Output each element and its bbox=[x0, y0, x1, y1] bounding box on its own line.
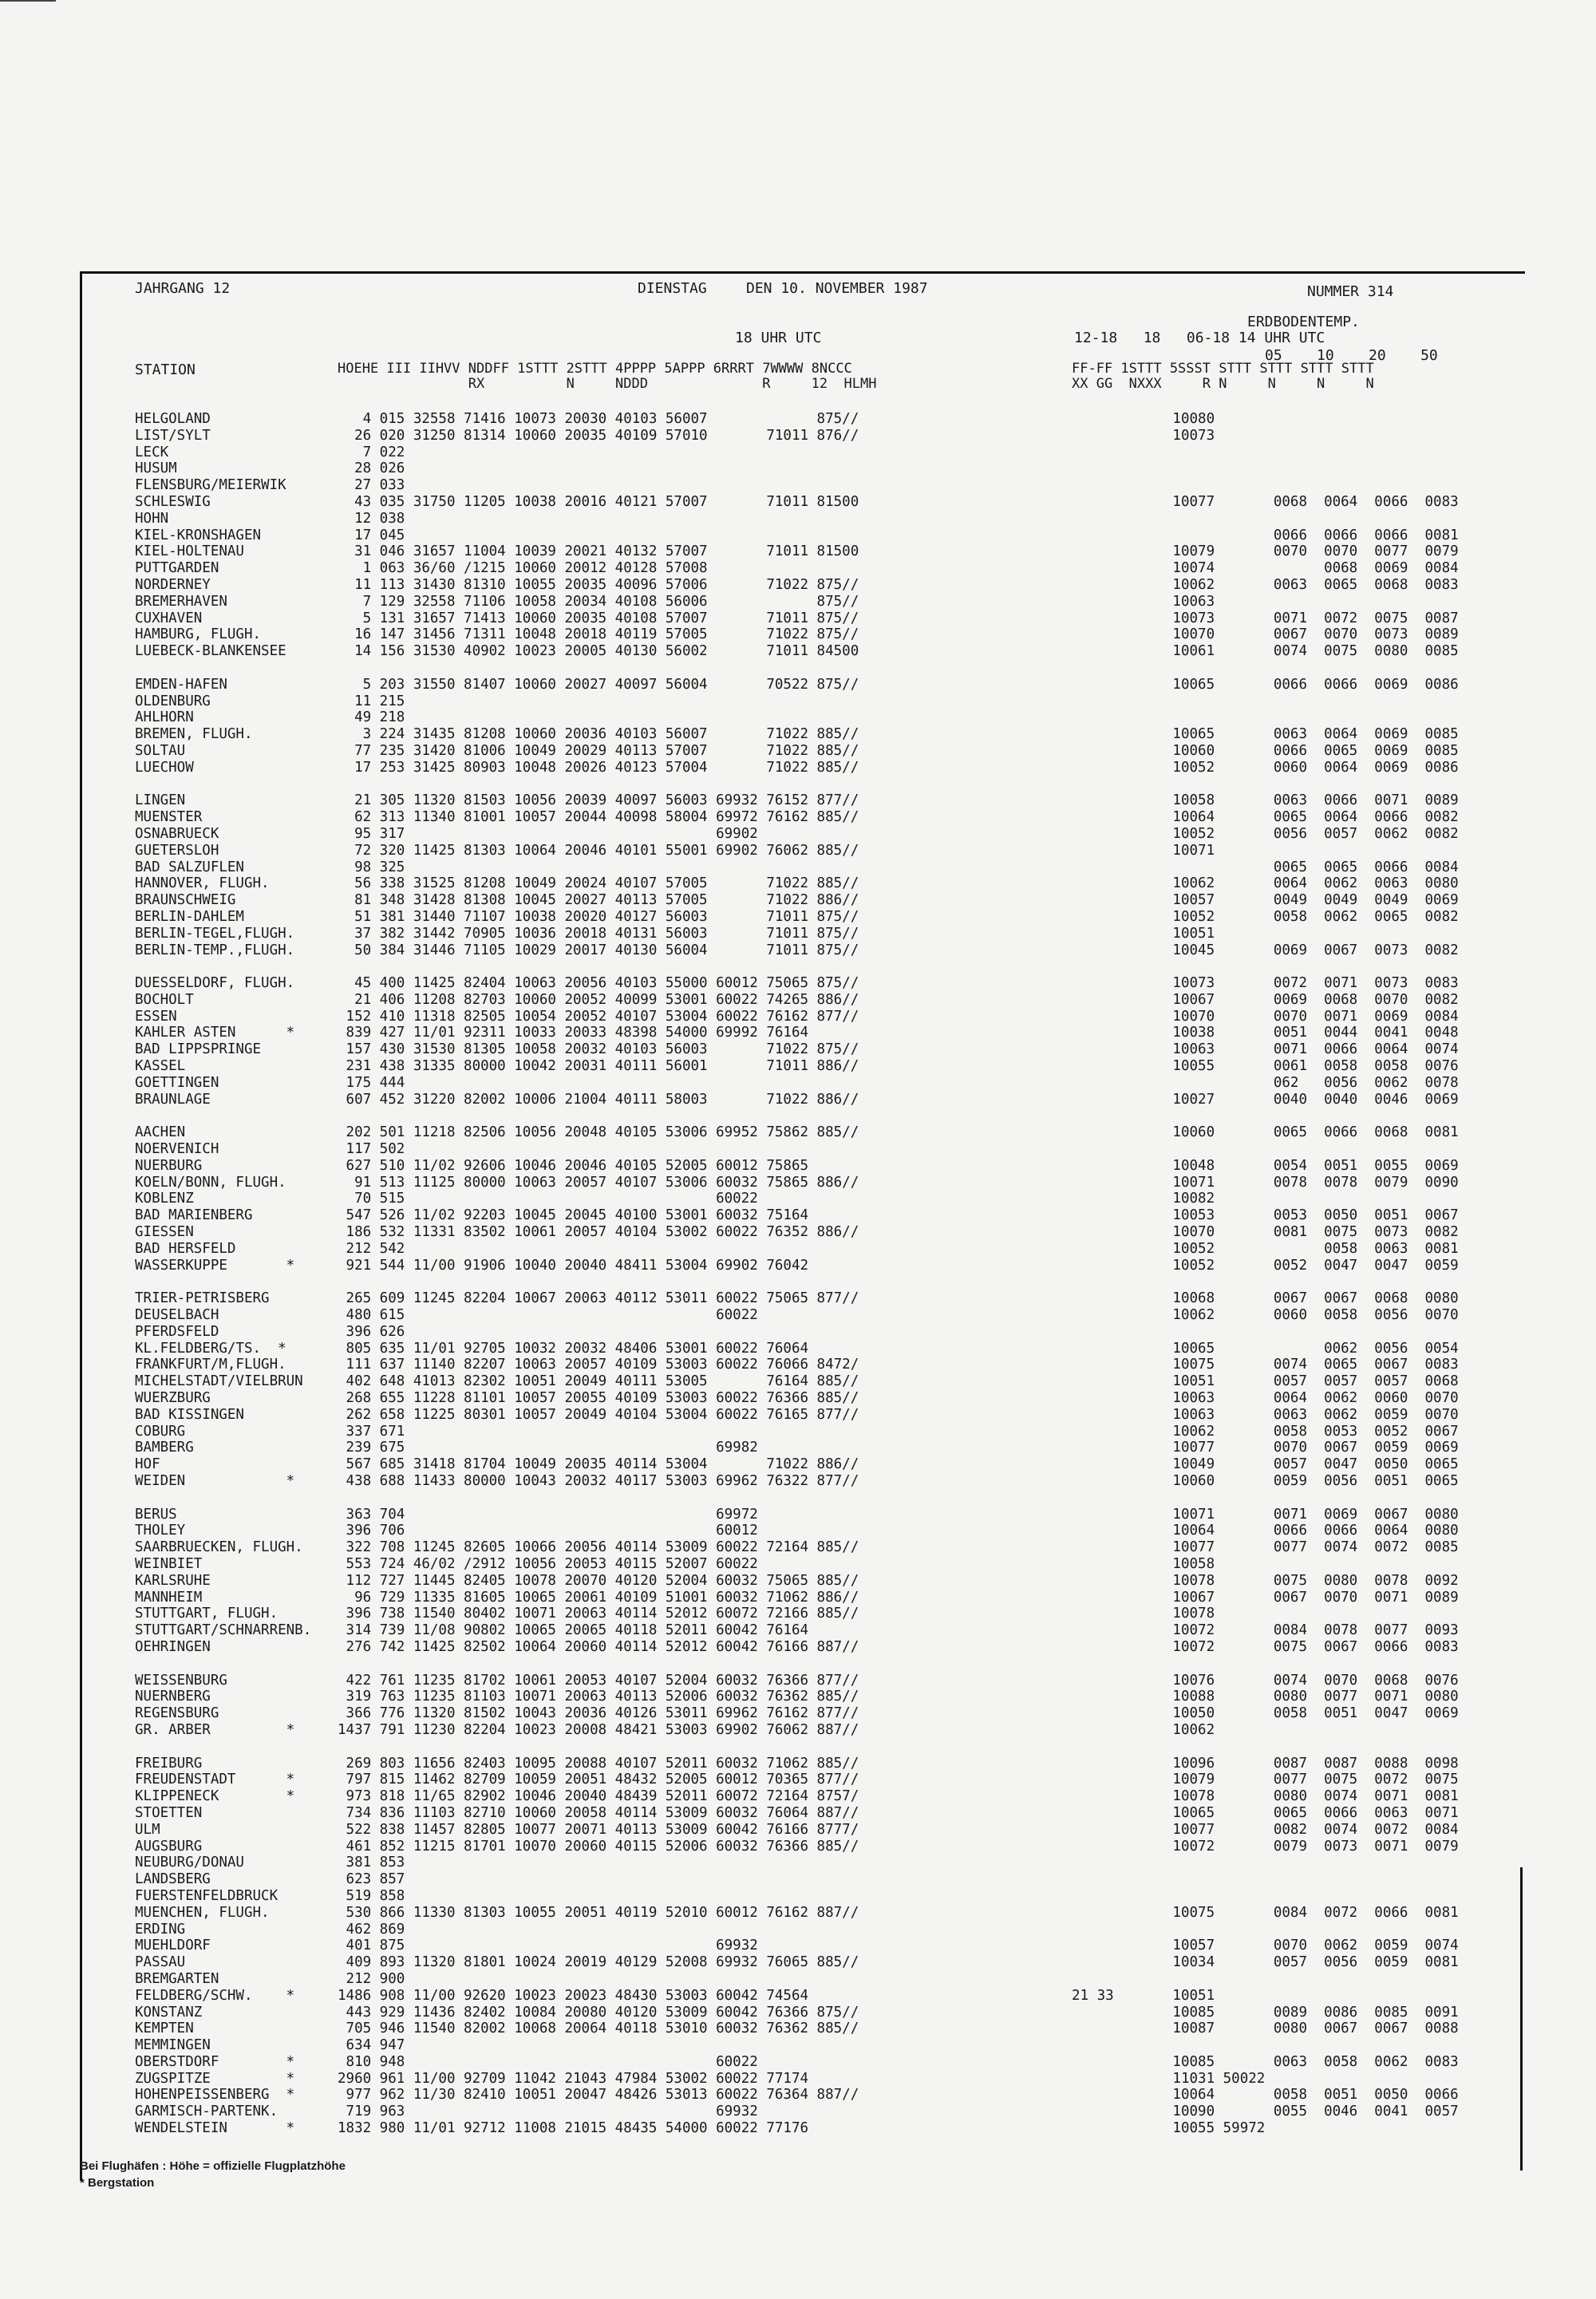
sheet-right-border bbox=[1520, 1867, 1523, 2171]
date-label: DEN 10. NOVEMBER 1987 bbox=[746, 280, 928, 297]
jahrgang-label: JAHRGANG 12 bbox=[135, 280, 231, 297]
right-column-headers: FF-FF 1STTT 5SSST STTT STTT STTT STTT bbox=[1072, 361, 1374, 377]
code-column-subheaders: RX N NDDD R 12 HLMH bbox=[338, 376, 877, 392]
utc-time-label: 18 UHR UTC bbox=[735, 330, 822, 346]
mountain-station-note: * Bergstation bbox=[80, 2176, 155, 2190]
issue-number: NUMMER 314 bbox=[1307, 283, 1394, 300]
weekday-label: DIENSTAG bbox=[638, 280, 707, 297]
station-column-header: STATION bbox=[135, 361, 196, 378]
right-column-subheaders: XX GG NXXX R N N N N bbox=[1072, 376, 1374, 392]
right-period-labels: 12-18 18 06-18 14 UHR UTC bbox=[1074, 330, 1325, 346]
soil-temp-title: ERDBODENTEMP. bbox=[1247, 314, 1360, 330]
station-names-column: HELGOLAND LIST/SYLT LECK HUSUM FLENSBURG/MEIERWIK SCHLESWIG HOHN KIEL-KRONSHAGEN KIEL-HOLTENAU PUTTGARDEN NORDERNEY BREMERHAVEN CUXHAVEN HAMBURG, FLUGH. LUEBECK-BLANKENSEE EMDEN-HAFEN OLDENBURG AHLHORN BREMEN, FLUGH. SOLTAU LUECHOW LINGEN MUENSTER OSNABRUECK GUETERSLOH BAD SALZUFLEN HANNOVER, FLUGH. BRAUNSCHWEIG BERLIN-DAHLEM BERLIN-TEGEL,FLUGH. BERLIN-TEMP.,FLUGH. DUESSELDORF, FLUGH. BOCHOLT ESSEN KAHLER ASTEN * BAD LIPPSPRINGE KASSEL GOETTINGEN BRAUNLAGE AACHEN NOERVENICH NUERBURG KOELN/BONN, FLUGH. KOBLENZ BAD MARIENBERG GIESSEN BAD HERSFELD WASSERKUPPE * TRIER-PETRISBERG DEUSELBACH PFERDSFELD KL.FELDBERG/TS. * FRANKFURT/M,FLUGH. MICHELSTADT/VIELBRUN WUERZBURG BAD KISSINGEN COBURG BAMBERG HOF WEIDEN * BERUS THOLEY SAARBRUECKEN, FLUGH. WEINBIET KARLSRUHE MANNHEIM STUTTGART, FLUGH. STUTTGART/SCHNARRENB. OEHRINGEN WEISSENBURG NUERNBERG REGENSBURG GR. ARBER * FREIBURG FREUDENSTADT * KLIPPENECK * STOETTEN ULM AUGSBURG NEUBURG/DONAU LANDSBERG FUERSTENFELDBRUCK MUENCHEN, FLUGH. ERDING MUEHLDORF PASSAU BREMGARTEN FELDBERG/SCHW. * KONSTANZ KEMPTEN MEMMINGEN OBERSTDORF * ZUGSPITZE * HOHENPEISSENBERG * GARMISCH-PARTENK. WENDELSTEIN * bbox=[135, 411, 312, 2137]
extremes-and-soil-temp-table: 10080 10073 10077 0068 0064 0066 0083 0066 0066 0066 0081 10079 0070 0070 0077 0079 10074 0068 0069 0084 10062 0063 0065 0068 0083 10063 10073 0071 0072 0075 0087 10070 0067 0070 0073 0089 10061 0074 0075 0080 0085 10065 0066 0066 0069 0086 10065 0063 0064 0069 0085 10060 0066 0065 0069 0085 10052 0060 0064 0069 0086 10058 0063 0066 0071 0089 10064 0065 0064 0066 0082 10052 0056 0057 0062 0082 10071 0065 0065 0066 0084 10062 0064 0062 0063 0080 10057 0049 0049 0049 0069 10052 0058 0062 0065 0082 10051 10045 0069 0067 0073 0082 10073 0072 0071 0073 0083 10067 0069 0068 0070 0082 10070 0070 0071 0069 0084 10038 0051 0044 0041 0048 10063 0071 0066 0064 0074 10055 0061 0058 0058 0076 062 0056 0062 0078 10027 0040 0040 0046 0069 10060 0065 0066 0068 0081 10048 0054 0051 0055 0069 10071 0078 0078 0079 0090 10082 10053 0053 0050 0051 0067 10070 0081 0075 0073 0082 10052 0058 0063 0081 10052 0052 0047 0047 0059 10068 0067 0067 0068 0080 10062 0060 0058 0056 0070 10065 0062 0056 0054 10075 0074 0065 0067 0083 10051 0057 0057 0057 0068 10063 0064 0062 0060 0070 10063 0063 0062 0059 0070 10062 0058 0053 0052 0067 10077 0070 0067 0059 0069 10049 0057 0047 0050 0065 10060 0059 0056 0051 0065 10071 0071 0069 0067 0080 10064 0066 0066 0064 0080 10077 0077 0074 0072 0085 10058 10078 0075 0080 0078 0092 10067 0067 0070 0071 0089 10078 10072 0084 0078 0077 0093 10072 0075 0067 0066 0083 10076 0074 0070 0068 0076 10088 0080 0077 0071 0080 10050 0058 0051 0047 0069 10062 10096 0087 0087 0088 0098 10079 0077 0075 0072 0075 10078 0080 0074 0071 0081 10065 0065 0066 0063 0071 10077 0082 0074 0072 0084 10072 0079 0073 0071 0079 10075 0084 0072 0066 0081 10057 0070 0062 0059 0074 10034 0057 0056 0059 0081 21 33 10051 10085 0089 0086 0085 0091 10087 0080 0067 0067 0088 10085 0063 0058 0062 0083 11031 50022 10064 0058 0051 0050 0066 10090 0055 0046 0041 0057 10055 59972 bbox=[1072, 411, 1459, 2137]
soil-depth-labels: 05 10 20 50 bbox=[1265, 347, 1438, 364]
synop-codes-table: 4 015 32558 71416 10073 20030 40103 56007 875// 26 020 31250 81314 10060 20035 40109 57010 71011 876// 7 022 28 026 27 033 43 035 31750 11205 10038 20016 40121 57007 71011 81500 12 038 17 045 31 046 31657 11004 10039 20021 40132 57007 71011 81500 1 063 36/60 /1215 10060 20012 40128 57008 11 113 31430 81310 10055 20035 40096 57006 71022 875// 7 129 32558 71106 10058 20034 40108 56006 875// 5 131 31657 71413 10060 20035 40108 57007 71011 875// 16 147 31456 71311 10048 20018 40119 57005 71022 875// 14 156 31530 40902 10023 20005 40130 56002 71011 84500 5 203 31550 81407 10060 20027 40097 56004 70522 875// 11 215 49 218 3 224 31435 81208 10060 20036 40103 56007 71022 885// 77 235 31420 81006 10049 20029 40113 57007 71022 885// 17 253 31425 80903 10048 20026 40123 57004 71022 885// 21 305 11320 81503 10056 20039 40097 56003 69932 76152 877// 62 313 11340 81001 10057 20044 40098 58004 69972 76162 885// 95 317 69902 72 320 11425 81303 10064 20046 40101 55001 69902 76062 885// 98 325 56 338 31525 81208 10049 20024 40107 57005 71022 885// 81 348 31428 81308 10045 20027 40113 57005 71022 886// 51 381 31440 71107 10038 20020 40127 56003 71011 875// 37 382 31442 70905 10036 20018 40131 56003 71011 875// 50 384 31446 71105 10029 20017 40130 56004 71011 875// 45 400 11425 82404 10063 20056 40103 55000 60012 75065 875// 21 406 11208 82703 10060 20052 40099 53001 60022 74265 886// 152 410 11318 82505 10054 20052 40107 53004 60022 76162 877// 839 427 11/01 92311 10033 20033 48398 54000 69992 76164 157 430 31530 81305 10058 20032 40103 56003 71022 875// 231 438 31335 80000 10042 20031 40111 56001 71011 886// 175 444 607 452 31220 82002 10006 21004 40111 58003 71022 886// 202 501 11218 82506 10056 20048 40105 53006 69952 75862 885// 117 502 627 510 11/02 92606 10046 20046 40105 52005 60012 75865 91 513 11125 80000 10063 20057 40107 53006 60032 75865 886// 70 515 60022 547 526 11/02 92203 10045 20045 40100 53001 60032 75164 186 532 11331 83502 10061 20057 40104 53002 60022 76352 886// 212 542 921 544 11/00 91906 10040 20040 48411 53004 69902 76042 265 609 11245 82204 10067 20063 40112 53011 60022 75065 877// 480 615 60022 396 626 805 635 11/01 92705 10032 20032 48406 53001 60022 76064 111 637 11140 82207 10063 20057 40109 53003 60022 76066 8472/ 402 648 41013 82302 10051 20049 40111 53005 76164 885// 268 655 11228 81101 10057 20055 40109 53003 60022 76366 885// 262 658 11225 80301 10057 20049 40104 53004 60022 76165 877// 337 671 239 675 69982 567 685 31418 81704 10049 20035 40114 53004 71022 886// 438 688 11433 80000 10043 20032 40117 53003 69962 76322 877// 363 704 69972 396 706 60012 322 708 11245 82605 10066 20056 40114 53009 60022 72164 885// 553 724 46/02 /2912 10056 20053 40115 52007 60022 112 727 11445 82405 10078 20070 40120 52004 60032 75065 885// 96 729 11335 81605 10065 20061 40109 51001 60032 71062 886// 396 738 11540 80402 10071 20063 40114 52012 60072 72166 885// 314 739 11/08 90802 10065 20065 40118 52011 60042 76164 276 742 11425 82502 10064 20060 40114 52012 60042 76166 887// 422 761 11235 81702 10061 20053 40107 52004 60032 76366 877// 319 763 11235 81103 10071 20063 40113 52006 60032 76362 885// 366 776 11320 81502 10043 20036 40126 53011 69962 76162 877// 1437 791 11230 82204 10023 20008 48421 53003 69902 76062 887// 269 803 11656 82403 10095 20088 40107 52011 60032 71062 885// 797 815 11462 82709 10059 20051 48432 52005 60012 70365 877// 973 818 11/65 82902 10046 20040 48439 52011 60072 72164 8757/ 734 836 11103 82710 10060 20058 40114 53009 60032 76064 887// 522 838 11457 82805 10077 20071 40113 53009 60042 76166 8777/ 461 852 11215 81701 10070 20060 40115 52006 60032 76366 885// 381 853 623 857 519 858 530 866 11330 81303 10055 20051 40119 52010 60012 76162 887// 462 869 401 875 69932 409 893 11320 81801 10024 20019 40129 52008 69932 76065 885// 212 900 1486 908 11/00 92620 10023 20023 48430 53003 60042 74564 443 929 11436 82402 10084 20080 40120 53009 60042 76366 875// 705 946 11540 82002 10068 20064 40118 53010 60032 76362 885// 634 947 810 948 60022 2960 961 11/00 92709 11042 21043 47984 53002 60022 77174 977 962 11/30 82410 10051 20047 48426 53013 60022 76364 887// 719 963 69932 1832 980 11/01 92712 11008 21015 48435 54000 60022 77176 bbox=[338, 411, 859, 2137]
airport-height-note: Bei Flughäfen : Höhe = offizielle Flugplatzhöhe bbox=[80, 2159, 346, 2173]
footer-notes bbox=[80, 2158, 346, 2191]
report-sheet bbox=[80, 271, 1525, 2181]
scan-edge-mark bbox=[0, 0, 56, 2]
code-column-headers: HOEHE III IIHVV NDDFF 1STTT 2STTT 4PPPP 5APPP 6RRRT 7WWWW 8NCCC bbox=[338, 361, 852, 377]
